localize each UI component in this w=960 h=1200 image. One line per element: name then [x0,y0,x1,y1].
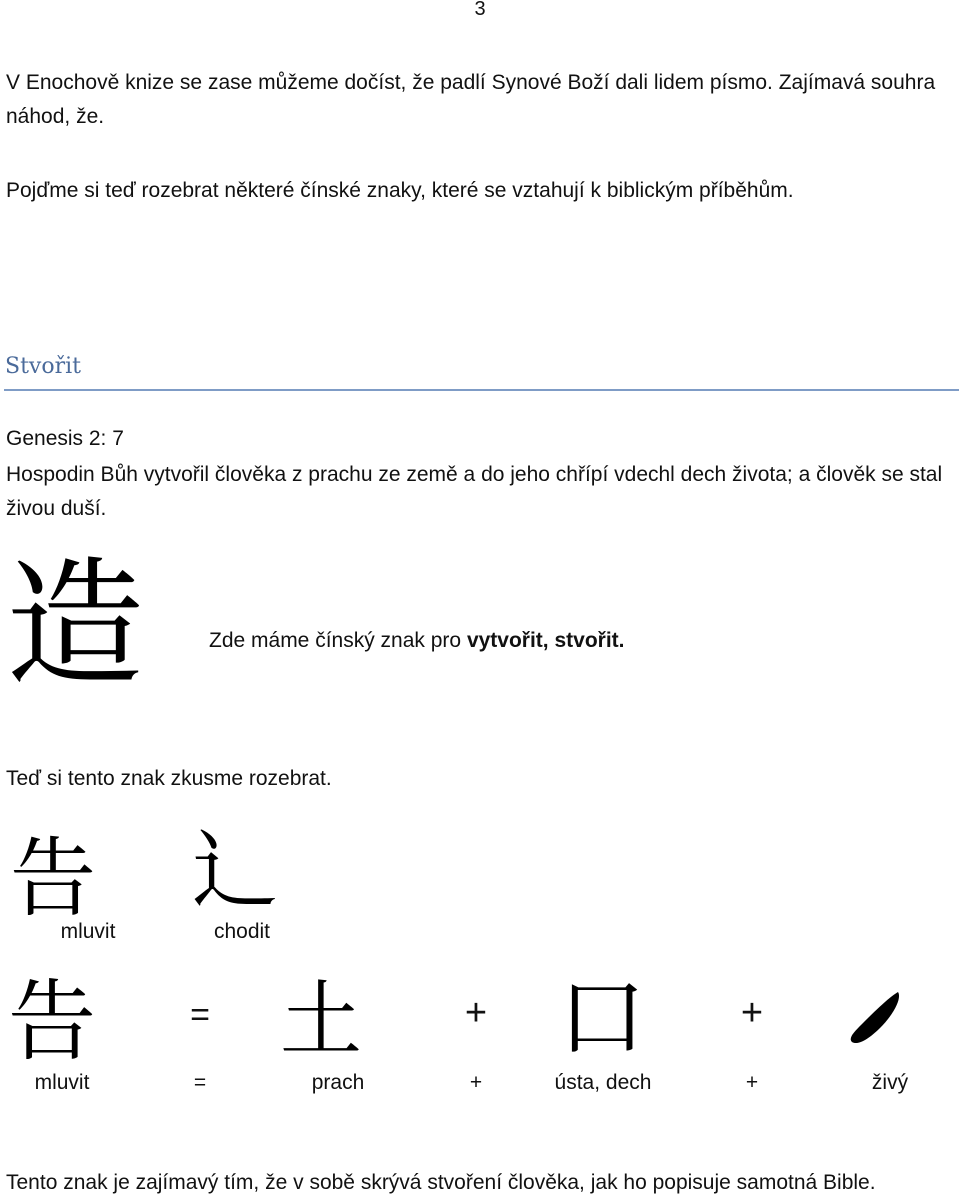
equation-label-dust: prach [311,1071,365,1094]
main-character: 造 [6,544,145,705]
equation-glyph-mouth: 口 [558,966,647,1069]
page-number: 3 [474,0,486,20]
intro-paragraph-2: Pojďme si teď rozebrat některé čínské znaky, které se vztahují k biblickým příběhům. [6,179,794,202]
verse-text: Hospodin Bůh vytvořil člověka z prachu ze země a do jeho chřípí vdechl dech života; a člověk se stal živou duší. [6,463,943,520]
equation-label-speak: mluvit [34,1071,90,1094]
component-glyph-speak: 告 [10,829,96,929]
plus-sign-2: + [740,992,764,1034]
section-heading: Stvořit [5,354,81,379]
component-glyph-walk: 辶 [192,821,278,921]
heading-rule [4,389,959,391]
equation-glyph-earth: 土 [280,973,363,1068]
equation-glyph-speak: 告 [8,970,97,1073]
caption-text: Zde máme čínský znak pro [209,629,467,652]
breakdown-intro: Teď si tento znak zkusme rozebrat. [6,767,332,790]
component-label-walk: chodit [213,920,271,943]
equation-label-plus-1: + [469,1071,483,1094]
equation-label-plus-2: + [745,1071,759,1094]
caption-bold: vytvořit, stvořit. [466,629,625,652]
brush-stroke-icon [848,988,904,1048]
intro-paragraph-1: V Enochově knize se zase můžeme dočíst, že padlí Synové Boží dali lidem písmo. Zajímavá souhra náhod, že. [6,71,936,128]
component-label-speak: mluvit [60,920,116,943]
verse-reference: Genesis 2: 7 [6,427,124,450]
equals-sign: = [190,996,210,1034]
equation-label-living: živý [871,1071,909,1094]
equation-label-mouth: ústa, dech [554,1071,652,1094]
equation-label-equals: = [193,1071,207,1094]
closing-paragraph: Tento znak je zajímavý tím, že v sobě skrývá stvoření člověka, jak ho popisuje samotná Bible. [6,1171,876,1194]
plus-sign-1: + [464,992,488,1034]
main-character-caption [209,624,624,658]
